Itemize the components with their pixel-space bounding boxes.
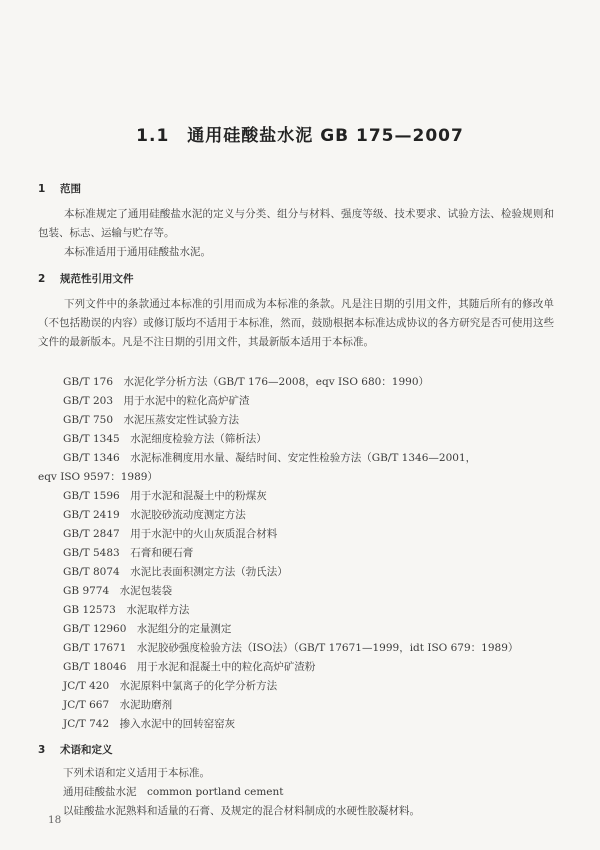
section-1-paragraph-1: 本标准规定了通用硅酸盐水泥的定义与分类、组分与材料、强度等级、技术要求、试验方法、检验规则和包装、标志、运输与贮存等。 (38, 208, 554, 239)
section-title: 范围 (60, 183, 81, 195)
reference-item: GB/T 176 水泥化学分析方法（GB/T 176—2008，eqv ISO 680：1990） (63, 376, 430, 388)
reference-item: GB/T 12960 水泥组分的定量测定 (63, 623, 232, 635)
section-number: 1 (38, 183, 46, 195)
section-number: 3 (38, 744, 46, 756)
reference-item: GB/T 203 用于水泥中的粒化高炉矿渣 (63, 395, 250, 407)
reference-item: GB/T 1345 水泥细度检验方法（筛析法） (63, 433, 267, 445)
definition-line: 以硅酸盐水泥熟料和适量的石膏、及规定的混合材料制成的水硬性胶凝材料。 (63, 805, 420, 817)
section-title: 规范性引用文件 (60, 273, 134, 285)
reference-item: GB/T 1346 水泥标准稠度用水量、凝结时间、安定性检验方法（GB/T 1346—2001， (63, 452, 477, 464)
reference-item: JC/T 667 水泥助磨剂 (63, 699, 173, 711)
reference-item: JC/T 742 掺入水泥中的回转窑窑灰 (63, 718, 236, 730)
reference-item: JC/T 420 水泥原料中氯离子的化学分析方法 (63, 680, 278, 692)
reference-item: GB/T 8074 水泥比表面积测定方法（勃氏法） (63, 566, 288, 578)
section-number: 2 (38, 273, 46, 285)
reference-item: GB/T 2847 用于水泥中的火山灰质混合材料 (63, 528, 278, 540)
section-1-paragraph-2: 本标准适用于通用硅酸盐水泥。 (64, 246, 211, 258)
definition-line: 下列术语和定义适用于本标准。 (63, 767, 210, 779)
section-2-heading (38, 271, 134, 286)
reference-item: GB/T 17671 水泥胶砂强度检验方法（ISO法）（GB/T 17671—1999，idt ISO 679：1989） (63, 642, 519, 654)
reference-item: GB/T 1596 用于水泥和混凝土中的粉煤灰 (63, 490, 267, 502)
document-title: 1.1 通用硅酸盐水泥 GB 175—2007 (136, 126, 464, 146)
reference-item: GB/T 2419 水泥胶砂流动度测定方法 (63, 509, 246, 521)
section-2-paragraph-1: 下列文件中的条款通过本标准的引用而成为本标准的条款。凡是注日期的引用文件，其随后所有的修改单（不包括勘误的内容）或修订版均不适用于本标准，然而，鼓励根据本标准达成协议的各方研究是否可使用这些文件的最新版本。凡是不注日期的引用文件，其最新版本适用于本标准。 (38, 298, 554, 348)
section-3-heading (38, 742, 113, 757)
section-title: 术语和定义 (60, 744, 113, 756)
page-number: 18 (48, 814, 62, 826)
reference-item: GB/T 750 水泥压蒸安定性试验方法 (63, 414, 240, 426)
reference-item: GB 12573 水泥取样方法 (63, 604, 190, 616)
reference-item: GB/T 18046 用于水泥和混凝土中的粒化高炉矿渣粉 (63, 661, 316, 673)
reference-item-continuation: eqv ISO 9597：1989） (38, 471, 158, 483)
section-1-heading (38, 181, 81, 196)
term-line: 通用硅酸盐水泥 common portland cement (63, 786, 284, 798)
reference-item: GB/T 5483 石膏和硬石膏 (63, 547, 194, 559)
reference-item: GB 9774 水泥包装袋 (63, 585, 173, 597)
